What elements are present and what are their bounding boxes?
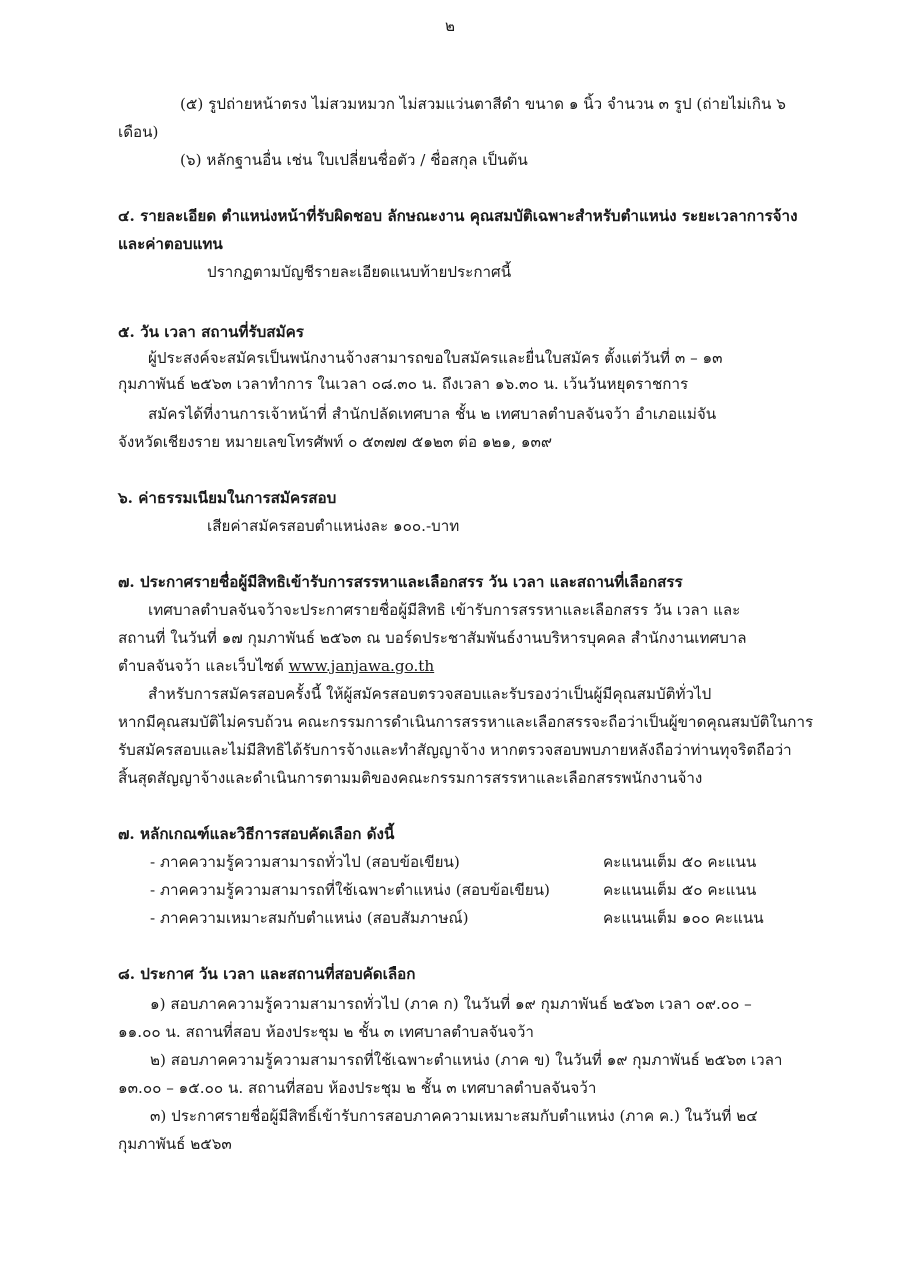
section-4-body: ปรากฏตามบัญชีรายละเอียดแนบท้ายประกาศนี้ — [207, 263, 512, 281]
section-7-p1-line-3-prefix: ตำบลจันจว้า และเว็บไซต์ — [118, 657, 284, 675]
section-8-item-2-line-1: ๒) สอบภาคความรู้ความสามารถที่ใช้เฉพาะตำแหน่ง (ภาค ข) ในวันที่ ๑๙ กุมภาพันธ์ ๒๕๖๓ เวลา — [150, 1051, 783, 1069]
section-7-p1-line-3 — [0, 656, 900, 676]
section-5-p1-line-1: ผู้ประสงค์จะสมัครเป็นพนักงานจ้างสามารถขอใบสมัครและยื่นใบสมัคร ตั้งแต่วันที่ ๓ – ๑๓ — [148, 349, 723, 367]
website-link[interactable]: www.janjawa.go.th — [288, 657, 435, 675]
section-7-heading: ๗. ประกาศรายชื่อผู้มีสิทธิเข้ารับการสรรหาและเลือกสรร วัน เวลา และสถานที่เลือกสรร — [118, 573, 683, 591]
section-7-p2-line-3: รับสมัครสอบและไม่มีสิทธิได้รับการจ้างและทำสัญญาจ้าง หากตรวจสอบพบภายหลังถือว่าท่านทุจริตถือว่า — [118, 741, 792, 759]
item-5-line-2: เดือน) — [118, 123, 159, 141]
section-5-heading: ๕. วัน เวลา สถานที่รับสมัคร — [118, 323, 304, 341]
item-5-line-1: (๕) รูปถ่ายหน้าตรง ไม่สวมหมวก ไม่สวมแว่นตาสีดำ ขนาด ๑ นิ้ว จำนวน ๓ รูป (ถ่ายไม่เกิน ๖ — [180, 95, 786, 113]
section-8-item-2-line-2: ๑๓.๐๐ – ๑๕.๐๐ น. สถานที่สอบ ห้องประชุม ๒ ชั้น ๓ เทศบาลตำบลจันจว้า — [118, 1079, 597, 1097]
criteria-label-1: - ภาคความรู้ความสามารถทั่วไป (สอบข้อเขียน) — [150, 853, 460, 871]
section-8-heading: ๘. ประกาศ วัน เวลา และสถานที่สอบคัดเลือก — [118, 965, 416, 983]
criteria-label-2: - ภาคความรู้ความสามารถที่ใช้เฉพาะตำแหน่ง (สอบข้อเขียน) — [150, 881, 550, 899]
criteria-score-2: คะแนนเต็ม ๕๐ คะแนน — [603, 881, 757, 899]
section-7-p1-line-2: สถานที่ ในวันที่ ๑๗ กุมภาพันธ์ ๒๕๖๓ ณ บอร์ดประชาสัมพันธ์งานบริหารบุคคล สำนักงานเทศบาล — [118, 629, 747, 647]
section-7-p1-line-1: เทศบาลตำบลจันจว้าจะประกาศรายชื่อผู้มีสิทธิ เข้ารับการสรรหาและเลือกสรร วัน เวลา และ — [148, 601, 741, 619]
section-5-p1-line-2: กุมภาพันธ์ ๒๕๖๓ เวลาทำการ ในเวลา ๐๘.๓๐ น. ถึงเวลา ๑๖.๓๐ น. เว้นวันหยุดราชการ — [118, 375, 689, 393]
section-5-p2-line-2: จังหวัดเชียงราย หมายเลขโทรศัพท์ ๐ ๕๓๗๗ ๕๑๒๓ ต่อ ๑๒๑, ๑๓๙ — [118, 433, 552, 451]
item-6: (๖) หลักฐานอื่น เช่น ใบเปลี่ยนชื่อตัว / ชื่อสกุล เป็นต้น — [180, 151, 528, 169]
criteria-label-3: - ภาคความเหมาะสมกับตำแหน่ง (สอบสัมภาษณ์) — [150, 909, 469, 927]
section-7-p2-line-4: สิ้นสุดสัญญาจ้างและดำเนินการตามมติของคณะกรรมการสรรหาและเลือกสรรพนักงานจ้าง — [118, 769, 703, 787]
section-8-item-3-line-1: ๓) ประกาศรายชื่อผู้มีสิทธิ์เข้ารับการสอบภาคความเหมาะสมกับตำแหน่ง (ภาค ค.) ในวันที่ ๒๔ — [150, 1107, 758, 1125]
section-7-p2-line-1: สำหรับการสมัครสอบครั้งนี้ ให้ผู้สมัครสอบตรวจสอบและรับรองว่าเป็นผู้มีคุณสมบัติทั่วไป — [148, 685, 712, 703]
section-8-item-1-line-2: ๑๑.๐๐ น. สถานที่สอบ ห้องประชุม ๒ ชั้น ๓ เทศบาลตำบลจันจว้า — [118, 1023, 534, 1041]
section-7-p2-line-2: หากมีคุณสมบัติไม่ครบถ้วน คณะกรรมการดำเนินการสรรหาและเลือกสรรจะถือว่าเป็นผู้ขาดคุณสมบัติในการ — [118, 713, 814, 731]
criteria-heading: ๗. หลักเกณฑ์และวิธีการสอบคัดเลือก ดังนี้ — [118, 825, 395, 843]
page-number: ๒ — [444, 17, 455, 35]
section-6-heading: ๖. ค่าธรรมเนียมในการสมัครสอบ — [118, 489, 337, 507]
section-8-item-3-line-2: กุมภาพันธ์ ๒๕๖๓ — [118, 1135, 232, 1153]
section-8-item-1-line-1: ๑) สอบภาคความรู้ความสามารถทั่วไป (ภาค ก) ในวันที่ ๑๙ กุมภาพันธ์ ๒๕๖๓ เวลา ๐๙.๐๐ – — [150, 995, 752, 1013]
section-5-p2-line-1: สมัครได้ที่งานการเจ้าหน้าที่ สำนักปลัดเทศบาล ชั้น ๒ เทศบาลตำบลจันจว้า อำเภอแม่จัน — [148, 405, 717, 423]
section-4-heading-line-1: ๔. รายละเอียด ตำแหน่งหน้าที่รับผิดชอบ ลักษณะงาน คุณสมบัติเฉพาะสำหรับตำแหน่ง ระยะเวลาการจ้าง — [118, 207, 798, 225]
criteria-score-1: คะแนนเต็ม ๕๐ คะแนน — [603, 853, 757, 871]
criteria-score-3: คะแนนเต็ม ๑๐๐ คะแนน — [603, 909, 764, 927]
section-4-heading-line-2: และค่าตอบแทน — [118, 235, 223, 253]
section-6-body: เสียค่าสมัครสอบตำแหน่งละ ๑๐๐.-บาท — [207, 517, 460, 535]
